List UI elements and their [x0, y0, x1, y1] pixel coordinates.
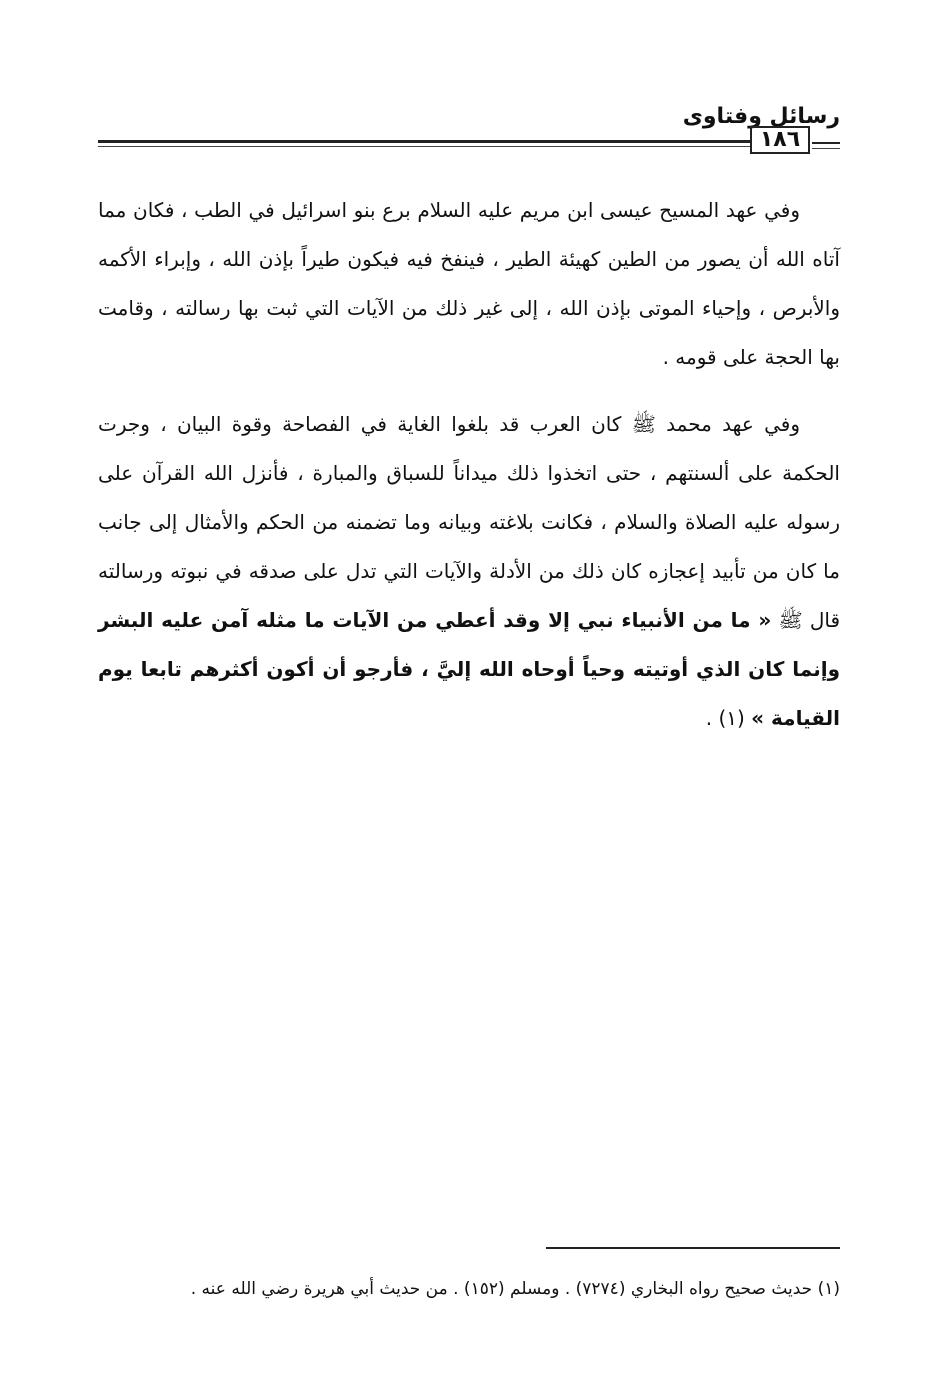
- page-header: [98, 104, 840, 154]
- header-rule-right: [812, 142, 840, 144]
- book-title: رسائل وفتاوى: [682, 104, 840, 129]
- main-text: [98, 186, 840, 743]
- header-rule-thin: [98, 146, 750, 147]
- hadith-quote: « ما من الأنبياء نبي إلا وقد أعطي من الآيات ما مثله آمن عليه البشر وإنما كان الذي أوتيته وحياً أوحاه الله إليَّ ، فأرجو أن أكون أكثرهم تابعا يوم القيامة »: [98, 608, 840, 730]
- paragraph-2-text: وفي عهد محمد ﷺ كان العرب قد بلغوا الغاية في الفصاحة وقوة البيان ، وجرت الحكمة على ألسنتهم ، حتى اتخذوا ذلك ميداناً للسباق والمبارة ، فأنزل الله القرآن على رسوله عليه الصلاة والسلام ، فكانت بلاغته وبيانه وما تضمنه من الحكم والأمثال إلى جانب ما كان من تأبيد إعجازه كان ذلك من الأدلة والآيات التي تدل على صدقه في نبوته ورسالته قال ﷺ: [98, 412, 841, 632]
- paragraph-1: وفي عهد المسيح عيسى ابن مريم عليه السلام برع بنو اسرائيل في الطب ، فكان مما آتاه الله أن يصور من الطين كهيئة الطير ، فينفخ فيه فيكون طيراً بإذن الله ، وإبراء الأكمه والأبرص ، وإحياء الموتى بإذن الله ، إلى غير ذلك من الآيات التي ثبت بها رسالته ، وقامت بها الحجة على قومه .: [98, 198, 840, 369]
- footnote: (١) حديث صحيح رواه البخاري (٧٢٧٤) . ومسلم (١٥٢) . من حديث أبي هريرة رضي الله عنه .: [190, 1279, 840, 1299]
- header-rule-thick: [98, 140, 750, 143]
- page-number: ١٨٦: [750, 126, 810, 154]
- footnote-reference: (١): [718, 706, 745, 730]
- paragraph-end: .: [705, 706, 713, 730]
- paragraph-2: [98, 400, 840, 743]
- footnote-divider: [546, 1247, 840, 1249]
- header-rule-right-thin: [812, 148, 840, 149]
